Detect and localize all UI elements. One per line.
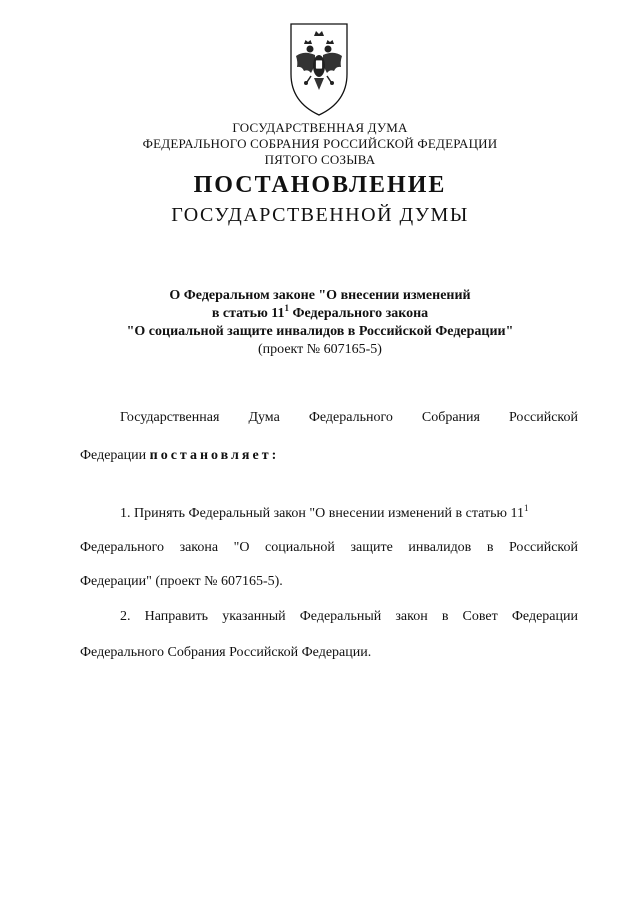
coat-of-arms-icon [288,22,350,118]
header-line-convocation: ПЯТОГО СОЗЫВА [264,152,376,167]
item-2-line-1: 2. Направить указанный Федеральный закон в Совет Федерации [120,609,578,624]
subject-law-text: Федерального закона [289,306,429,321]
item-1-line-2: Федерального закона "О социальной защите инвалидов в Российской [80,540,578,555]
issuing-authority-header [0,120,640,168]
document-issuer-title: ГОСУДАРСТВЕННОЙ ДУМЫ [171,204,469,226]
preamble-line-1: Государственная Дума Федерального Собрания Российской [120,410,578,425]
document-type-title: ПОСТАНОВЛЕНИЕ [193,172,447,198]
subject-article-superscript: 1 [284,303,289,313]
header-line-duma: ГОСУДАРСТВЕННАЯ ДУМА [232,120,408,135]
subject-article-text: в статью 11 [211,306,285,321]
resolves-keyword: постановляет: [149,448,280,463]
item-2-line-2: Федерального Собрания Российской Федерации. [80,645,372,660]
subject-line-3: "О социальной защите инвалидов в Российской Федерации" [126,324,514,339]
item-1-superscript: 1 [523,503,529,513]
subject-line-2 [0,305,640,323]
item-1-line-1 [120,503,578,522]
header-line-assembly: ФЕДЕРАЛЬНОГО СОБРАНИЯ РОССИЙСКОЙ ФЕДЕРАЦИИ [142,136,498,151]
preamble-line-2 [80,448,578,464]
subject-line-1: О Федеральном законе "О внесении изменений [169,288,471,303]
preamble-federation-text: Федерации [80,448,150,463]
item-1-text: 1. Принять Федеральный закон "О внесении изменений в статью 11 [120,506,524,521]
resolution-subject [0,287,640,359]
item-1-line-3: Федерации" (проект № 607165-5). [80,574,283,589]
subject-bill-number: (проект № 607165-5) [258,342,382,357]
